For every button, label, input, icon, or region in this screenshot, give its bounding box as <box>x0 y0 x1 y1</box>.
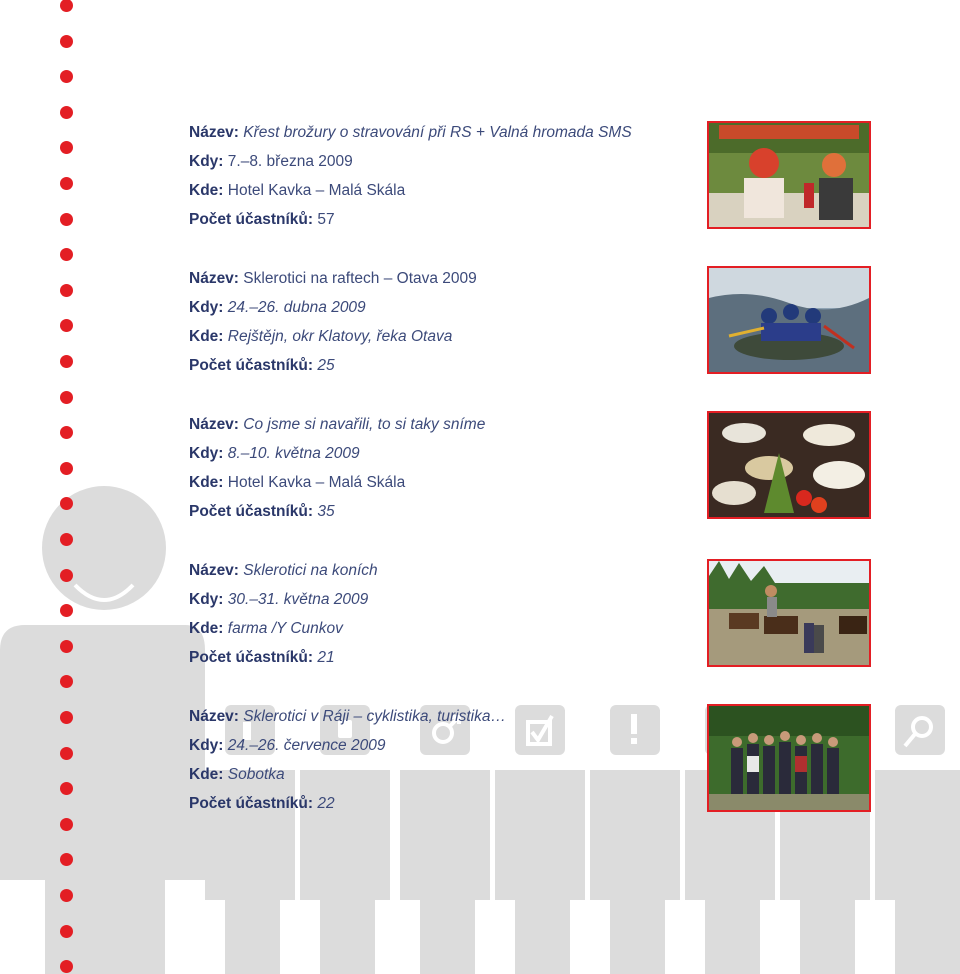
event-photo-rafting <box>707 266 871 374</box>
when-label: Kdy: <box>189 445 224 462</box>
event-when-line <box>189 293 699 322</box>
event-where-line <box>189 614 699 643</box>
where-label: Kde: <box>189 620 224 637</box>
red-dot <box>60 0 73 12</box>
red-dot <box>60 319 73 332</box>
event-item <box>189 264 699 410</box>
red-dot <box>60 248 73 261</box>
red-dot <box>60 604 73 617</box>
red-dot <box>60 213 73 226</box>
event-name-line <box>189 702 699 731</box>
red-dot <box>60 925 73 938</box>
when-label: Kdy: <box>189 299 224 316</box>
event-participants-line <box>189 205 699 234</box>
red-dot <box>60 106 73 119</box>
red-dot <box>60 462 73 475</box>
event-where: Hotel Kavka – Malá Skála <box>227 474 406 491</box>
event-where-line <box>189 176 699 205</box>
red-dot <box>60 533 73 546</box>
name-label: Název: <box>189 416 239 433</box>
event-name: Co jsme si navařili, to si taky sníme <box>243 416 486 433</box>
event-participants-line <box>189 789 699 818</box>
event-name-line <box>189 264 699 293</box>
where-label: Kde: <box>189 474 224 491</box>
red-dot <box>60 177 73 190</box>
event-where: farma /Y Cunkov <box>227 620 343 637</box>
event-where-line <box>189 760 699 789</box>
when-label: Kdy: <box>189 153 224 170</box>
event-participants: 57 <box>317 211 335 228</box>
event-when: 8.–10. května 2009 <box>227 445 360 462</box>
event-where: Hotel Kavka – Malá Skála <box>227 182 406 199</box>
event-item <box>189 556 699 702</box>
event-when: 24.–26. července 2009 <box>227 737 386 754</box>
event-when: 30.–31. května 2009 <box>227 591 369 608</box>
red-dot <box>60 747 73 760</box>
name-label: Název: <box>189 270 239 287</box>
where-label: Kde: <box>189 182 224 199</box>
event-name-line <box>189 556 699 585</box>
event-name: Křest brožury o stravování při RS + Valná hromada SMS <box>243 124 632 141</box>
name-label: Název: <box>189 562 239 579</box>
red-dot <box>60 782 73 795</box>
event-participants: 21 <box>317 649 335 666</box>
event-name-line <box>189 410 699 439</box>
event-when-line <box>189 439 699 468</box>
event-name: Sklerotici na raftech – Otava 2009 <box>243 270 477 287</box>
red-dot <box>60 675 73 688</box>
event-name-line <box>189 118 699 147</box>
red-dot <box>60 70 73 83</box>
event-photo-people-at-table <box>707 121 871 229</box>
event-when-line <box>189 731 699 760</box>
event-item <box>189 702 699 848</box>
event-when-line <box>189 147 699 176</box>
event-when: 7.–8. března 2009 <box>227 153 353 170</box>
where-label: Kde: <box>189 328 224 345</box>
event-when: 24.–26. dubna 2009 <box>227 299 366 316</box>
event-photo-group <box>707 704 871 812</box>
red-dot <box>60 497 73 510</box>
event-participants-line <box>189 643 699 672</box>
red-dot <box>60 355 73 368</box>
participants-label: Počet účastníků: <box>189 503 314 520</box>
event-where-line <box>189 322 699 351</box>
red-dot <box>60 889 73 902</box>
event-participants-line <box>189 497 699 526</box>
participants-label: Počet účastníků: <box>189 795 314 812</box>
red-dot <box>60 853 73 866</box>
event-participants-line <box>189 351 699 380</box>
red-dot <box>60 818 73 831</box>
red-dot <box>60 35 73 48</box>
name-label: Název: <box>189 124 239 141</box>
event-participants: 25 <box>317 357 335 374</box>
red-dot <box>60 569 73 582</box>
event-item <box>189 118 699 264</box>
red-dot <box>60 711 73 724</box>
participants-label: Počet účastníků: <box>189 649 314 666</box>
participants-label: Počet účastníků: <box>189 211 314 228</box>
participants-label: Počet účastníků: <box>189 357 314 374</box>
name-label: Název: <box>189 708 239 725</box>
when-label: Kdy: <box>189 737 224 754</box>
red-dot <box>60 391 73 404</box>
event-where-line <box>189 468 699 497</box>
when-label: Kdy: <box>189 591 224 608</box>
event-item <box>189 410 699 556</box>
where-label: Kde: <box>189 766 224 783</box>
red-dot <box>60 141 73 154</box>
event-when-line <box>189 585 699 614</box>
event-where: Sobotka <box>227 766 285 783</box>
red-dot <box>60 426 73 439</box>
event-where: Rejštějn, okr Klatovy, řeka Otava <box>227 328 453 345</box>
event-name: Sklerotici v Ráji – cyklistika, turistika… <box>243 708 506 725</box>
red-dot <box>60 284 73 297</box>
red-dot-column <box>60 0 74 974</box>
event-participants: 35 <box>317 503 335 520</box>
events-list <box>189 118 699 848</box>
red-dot <box>60 960 73 973</box>
event-photo-horse-riding <box>707 559 871 667</box>
big-person-figure <box>0 486 205 974</box>
event-photo-food-buffet <box>707 411 871 519</box>
event-name: Sklerotici na koních <box>243 562 378 579</box>
event-participants: 22 <box>317 795 335 812</box>
red-dot <box>60 640 73 653</box>
